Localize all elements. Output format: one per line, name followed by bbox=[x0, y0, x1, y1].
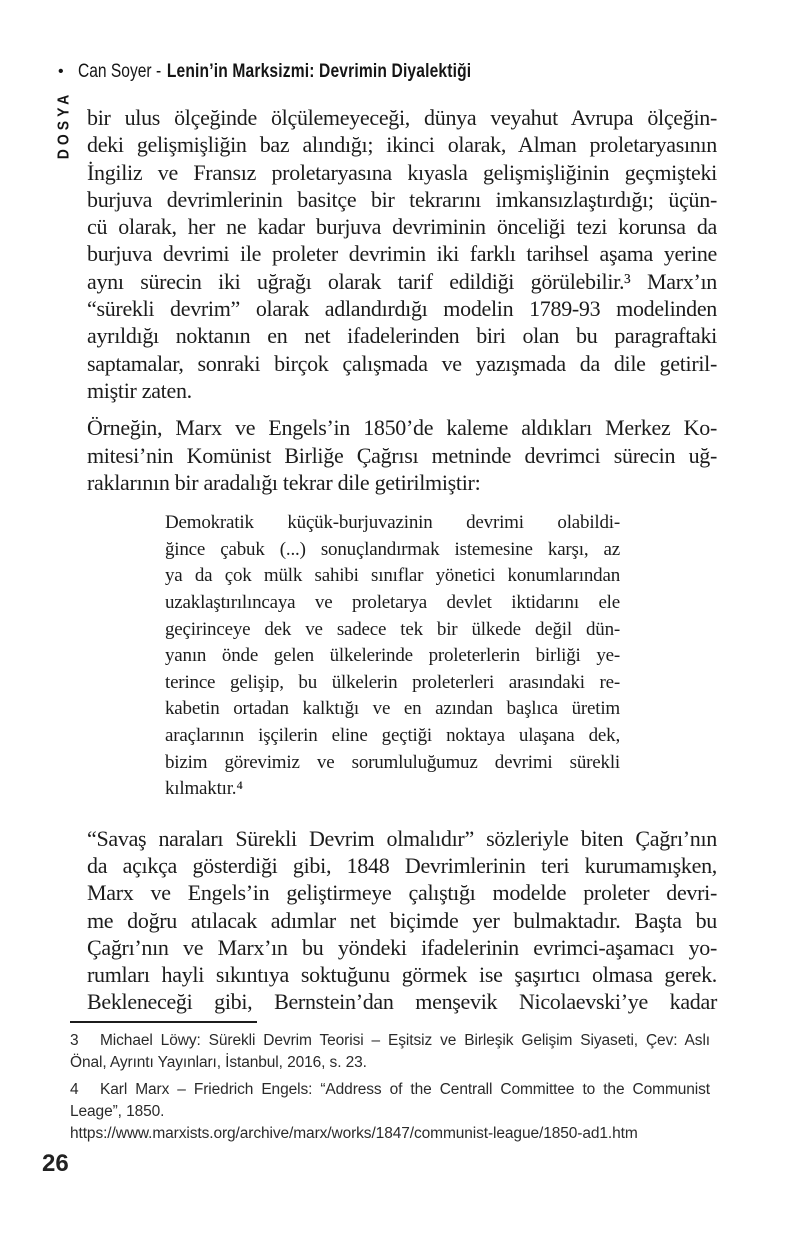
text-line: Marx ve Engels’in geliştirmeye çalıştığı modelde proleter devri- bbox=[87, 880, 717, 906]
footnote-line: https://www.marxists.org/archive/marx/works/1847/communist-league/1850-ad1.htm bbox=[70, 1125, 638, 1142]
footnote-line: Önal, Ayrıntı Yayınları, İstanbul, 2016, s. 23. bbox=[70, 1054, 367, 1071]
text-line: Çağrı’nın ve Marx’ın bu yöndeki ifadelerinin evrimci-aşamacı yo- bbox=[87, 934, 717, 960]
footnote-item bbox=[70, 1030, 710, 1074]
text-line: bizim görevimiz ve sorumluluğumuz devrimi sürekli bbox=[165, 751, 620, 773]
text-line: da açıkça gösterdiği gibi, 1848 Devrimlerinin teri kurumamışken, bbox=[87, 852, 717, 878]
text-line: burjuva devrimi ile proleter devrimin iki farklı tarihsel aşama yerine bbox=[87, 241, 717, 267]
footnote-item bbox=[70, 1079, 710, 1145]
paragraph bbox=[87, 825, 717, 1016]
footnote-list bbox=[70, 1030, 710, 1145]
footnote-line: Leage”, 1850. bbox=[70, 1103, 165, 1120]
text-line: “sürekli devrim” olarak adlandırdığı modelin 1789-93 modelinden bbox=[87, 296, 717, 322]
footnote-line: 4 Karl Marx – Friedrich Engels: “Address of the Centrall Committee to the Communist bbox=[70, 1079, 710, 1101]
text-line: terince gelişip, bu ülkelerin proleterleri arasındaki re- bbox=[165, 671, 620, 693]
footnote-rule bbox=[70, 1021, 257, 1023]
text-line: araçlarının işçilerin eline geçtiği noktaya ulaşana dek, bbox=[165, 724, 620, 746]
text-line: deki gelişmişliğin baz alındığı; ikinci olarak, Alman proletaryasının bbox=[87, 132, 717, 158]
text-line: ya da çok mülk sahibi sınıflar yönetici konumlarından bbox=[165, 565, 620, 587]
footnote-line: 3 Michael Löwy: Sürekli Devrim Teorisi – Eşitsiz ve Birleşik Gelişim Siyaseti, Çev: Aslı bbox=[70, 1030, 710, 1052]
body-text bbox=[87, 104, 717, 1016]
block-quote bbox=[165, 510, 620, 803]
text-line: mitesi’nin Komünist Birliğe Çağrısı metninde devrimci sürecin uğ- bbox=[87, 442, 717, 468]
paragraph bbox=[87, 414, 717, 496]
text-line: ayrıldığı noktanın en net ifadelerinden biri olan bu paragraftaki bbox=[87, 323, 717, 349]
sidebar-section-label: DOSYA bbox=[53, 90, 73, 160]
text-line: bir ulus ölçeğinde ölçülemeyeceği, dünya veyahut Avrupa ölçeğin- bbox=[87, 105, 717, 130]
text-line: “Savaş naraları Sürekli Devrim olmalıdır” sözleriyle biten Çağrı’nın bbox=[87, 825, 717, 851]
text-line: rumları hayli sıkıntıya soktuğunu görmek ise şaşırtıcı olmasa gerek. bbox=[87, 962, 717, 988]
footnote-number: 3 bbox=[70, 1032, 79, 1049]
text-line: Örneğin, Marx ve Engels’in 1850’de kaleme aldıkları Merkez Ko- bbox=[87, 415, 717, 441]
text-line: kılmaktır.⁴ bbox=[165, 778, 243, 800]
text-line: saptamalar, sonraki birçok çalışmada ve yazışmada da dile getiril- bbox=[87, 350, 717, 376]
text-line: Bekleneceği gibi, Bernstein’dan menşevik Nicolaevski’ye kadar bbox=[87, 989, 717, 1015]
page-number: 26 bbox=[42, 1150, 69, 1177]
text-line: uzaklaştırılıncaya ve proletarya devlet iktidarını ele bbox=[165, 591, 620, 613]
text-line: miştir zaten. bbox=[87, 377, 192, 403]
page-header bbox=[58, 61, 557, 83]
text-line: aynı sürecin iki uğrağı olarak tarif edildiği görülebilir.³ Marx’ın bbox=[87, 268, 717, 294]
text-line: cü olarak, her ne kadar burjuva devriminin önceliği tezi korunsa da bbox=[87, 214, 717, 240]
text-line: İngiliz ve Fransız proletaryasına kıyasla gelişmişliğinin geçmişteki bbox=[87, 159, 717, 185]
paragraph bbox=[87, 104, 717, 404]
bullet-icon: • bbox=[58, 63, 64, 80]
text-line: kabetin ortadan kalktığı ve en azından başlıca üretim bbox=[165, 698, 620, 720]
text-line: raklarının bir aradalığı tekrar dile getirilmiştir: bbox=[87, 469, 481, 495]
text-line: geçirinceye dek ve sadece tek bir ülkede değil dün- bbox=[165, 618, 620, 640]
text-line: burjuva devrimlerinin basitçe bir tekrarını imkansızlaştırdığı; üçün- bbox=[87, 186, 717, 212]
text-line: yanın önde gelen ülkelerinde proleterlerin birliği ye- bbox=[165, 645, 620, 667]
text-line: ğince çabuk (...) sonuçlandırmak istemesine karşı, az bbox=[165, 538, 620, 560]
text-line: me doğru atılacak adımlar net biçimde yer bulmaktadır. Başta bu bbox=[87, 907, 717, 933]
text-line: Demokratik küçük-burjuvazinin devrimi olabildi- bbox=[165, 512, 620, 534]
footnotes bbox=[70, 1021, 710, 1150]
header-title: Lenin’in Marksizmi: Devrimin Diyalektiği bbox=[166, 61, 471, 82]
footnote-number: 4 bbox=[70, 1081, 79, 1098]
header-author: Can Soyer - bbox=[77, 61, 161, 82]
